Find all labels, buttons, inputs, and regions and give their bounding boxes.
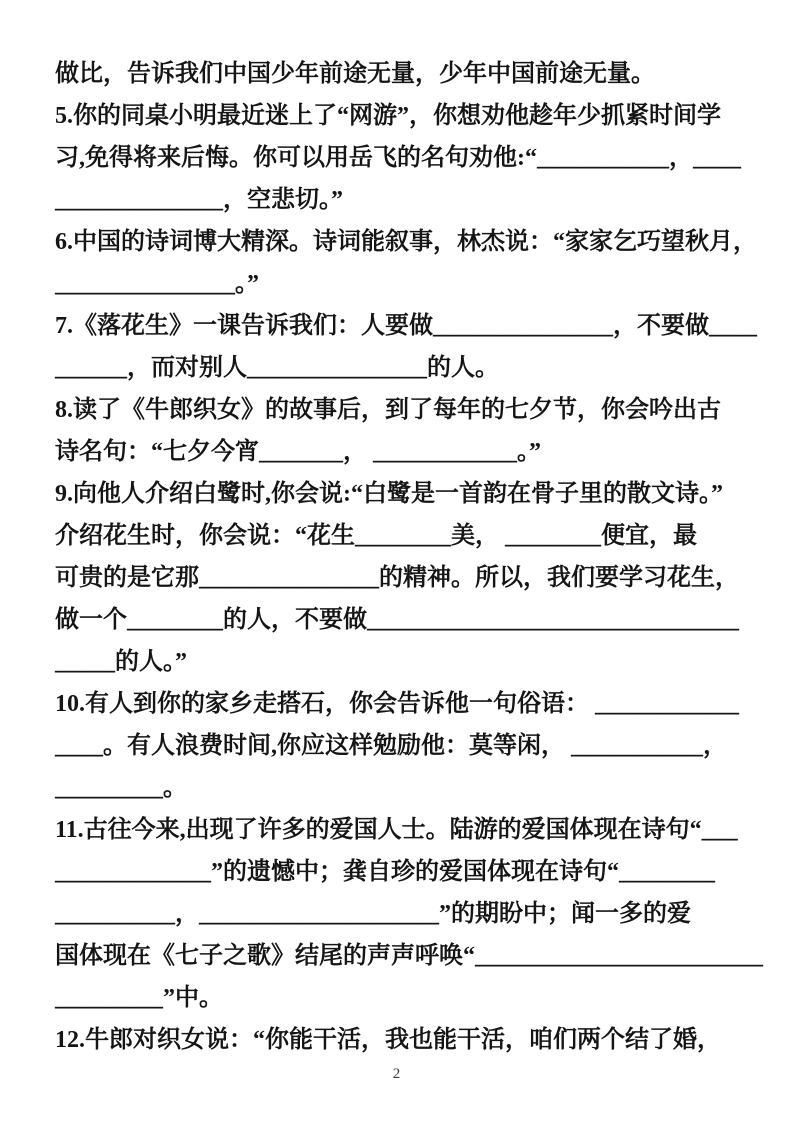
text-line: _________。 — [55, 775, 187, 801]
text-line: 8.读了《牛郎织女》的故事后，到了每年的七夕节，你会吟出古 — [55, 397, 721, 423]
text-line: 6.中国的诗词博大精深。诗词能叙事，林杰说：“家家乞巧望秋月， — [55, 229, 757, 255]
text-line: 5.你的同桌小明最近迷上了“网游”，你想劝他趁年少抓紧时间学 — [55, 103, 721, 129]
document-body — [55, 53, 763, 1061]
text-line: 习,免得将来后悔。你可以用岳飞的名句劝他:“___________，____ — [55, 145, 741, 171]
text-line: _________”中。 — [55, 985, 223, 1011]
text-line: _____________”的遗憾中；龚自珍的爱国体现在诗句“________ — [55, 859, 715, 885]
text-line: _______________。” — [55, 271, 259, 297]
text-line: 介绍花生时，你会说：“花生________美， ________便宜，最 — [55, 523, 697, 549]
text-line: 做比，告诉我们中国少年前途无量，少年中国前途无量。 — [55, 61, 655, 87]
text-line: 12.牛郎对织女说：“你能干活，我也能干活，咱们两个结了婚， — [55, 1027, 721, 1053]
page-number: 2 — [392, 1066, 401, 1082]
text-line: 做一个________的人，不要做_______________________________ — [55, 607, 739, 633]
text-line: 9.向他人介绍白鹭时,你会说:“白鹭是一首韵在骨子里的散文诗。” — [55, 481, 723, 507]
text-line: __________，____________________”的期盼中；闻一多的爱 — [55, 901, 691, 927]
text-line: 国体现在《七子之歌》结尾的声声呼唤“________________________ — [55, 943, 763, 969]
text-line: 10.有人到你的家乡走搭石，你会告诉他一句俗语： ____________ — [55, 691, 739, 717]
text-line: 诗名句：“七夕今宵_______， ____________。” — [55, 439, 541, 465]
text-line: _____的人。” — [55, 649, 187, 675]
text-line: 11.古往今来,出现了许多的爱国人士。陆游的爱国体现在诗句“___ — [55, 817, 738, 843]
text-line: 7.《落花生》一课告诉我们：人要做_______________，不要做____ — [55, 313, 757, 339]
text-line: ____。有人浪费时间,你应这样勉励他：莫等闲， ___________， — [55, 733, 727, 759]
text-line: 可贵的是它那_______________的精神。所以，我们要学习花生， — [55, 565, 739, 591]
text-line: ______，而对别人_______________的人。 — [55, 355, 499, 381]
text-line: ______________，空悲切。” — [55, 187, 343, 213]
